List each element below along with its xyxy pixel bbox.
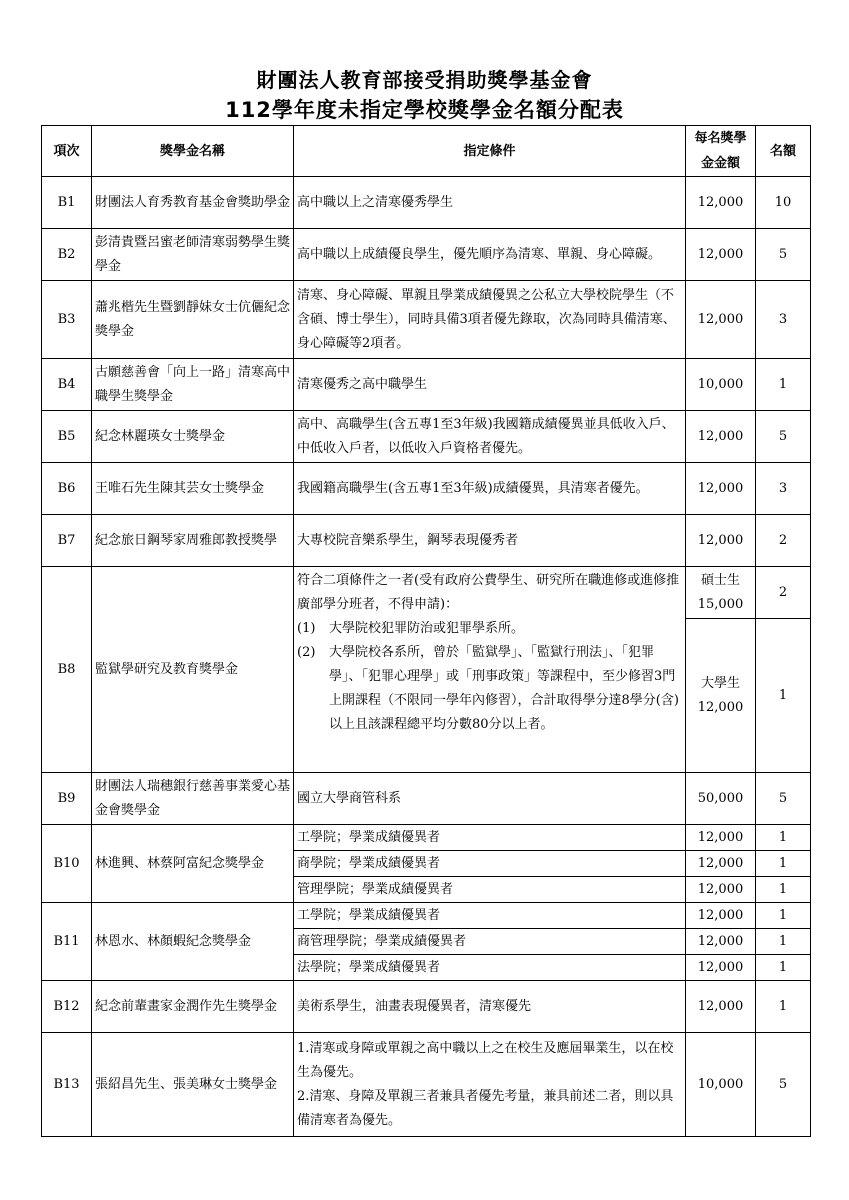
row-amount: 12,000 xyxy=(686,411,756,463)
row-quota: 1 xyxy=(756,929,811,955)
tier-label: 大學生 xyxy=(700,675,740,691)
row-amount: 12,000 xyxy=(686,877,756,903)
list-text: 大學院校犯罪防治或犯罪學系所。 xyxy=(329,621,525,636)
row-condition xyxy=(294,567,686,773)
list-item xyxy=(297,617,682,641)
row-condition: 高中職以上之清寒優秀學生 xyxy=(294,177,686,229)
row-quota: 1 xyxy=(756,825,811,851)
row-name: 紀念林麗瑛女士獎學金 xyxy=(92,411,294,463)
table-row xyxy=(42,359,811,411)
row-amount: 12,000 xyxy=(686,903,756,929)
header-amount xyxy=(686,126,756,177)
row-amount: 50,000 xyxy=(686,773,756,825)
row-name: 古願慈善會「向上一路」清寒高中職學生獎學金 xyxy=(92,359,294,411)
row-amount: 12,000 xyxy=(686,955,756,981)
row-id: B12 xyxy=(42,981,92,1033)
row-id: B13 xyxy=(42,1033,92,1137)
row-quota: 1 xyxy=(756,877,811,903)
row-condition: 高中、高職學生(含五專1至3年級)我國籍成績優異並具低收入戶、中低收入戶者，以低收入戶資格者優先。 xyxy=(294,411,686,463)
row-quota: 5 xyxy=(756,1033,811,1137)
row-id: B4 xyxy=(42,359,92,411)
row-quota: 2 xyxy=(756,515,811,567)
row-name: 彭清貴暨呂蜜老師清寒弱勢學生獎學金 xyxy=(92,229,294,281)
header-quota: 名額 xyxy=(756,126,811,177)
row-condition xyxy=(294,1033,686,1137)
row-condition: 商學院；學業成績優異者 xyxy=(294,851,686,877)
scholarship-table xyxy=(41,125,811,1137)
row-name: 蕭兆楷先生暨劉靜妹女士伉儷紀念獎學金 xyxy=(92,281,294,359)
row-quota: 2 xyxy=(756,567,811,619)
row-quota: 1 xyxy=(756,619,811,773)
row-quota: 10 xyxy=(756,177,811,229)
row-amount: 12,000 xyxy=(686,463,756,515)
table-row xyxy=(42,903,811,929)
header-amount-line1: 每名獎學 xyxy=(694,131,747,146)
table-row xyxy=(42,981,811,1033)
row-amount: 12,000 xyxy=(686,281,756,359)
row-amount: 12,000 xyxy=(686,229,756,281)
row-name: 財團法人瑞穗銀行慈善事業愛心基金會獎學金 xyxy=(92,773,294,825)
header-item: 項次 xyxy=(42,126,92,177)
table-row xyxy=(42,411,811,463)
table-row xyxy=(42,515,811,567)
tier-amount xyxy=(686,567,756,619)
tier-amount xyxy=(686,619,756,773)
row-quota: 1 xyxy=(756,955,811,981)
row-amount: 10,000 xyxy=(686,359,756,411)
row-id: B10 xyxy=(42,825,92,903)
row-condition: 工學院；學業成績優異者 xyxy=(294,903,686,929)
row-id: B3 xyxy=(42,281,92,359)
list-number: (1) xyxy=(297,621,316,636)
table-row xyxy=(42,463,811,515)
row-name: 紀念旅日鋼琴家周雅郎教授獎學 xyxy=(92,515,294,567)
row-name: 財團法人育秀教育基金會獎助學金 xyxy=(92,177,294,229)
table-row xyxy=(42,177,811,229)
row-quota: 1 xyxy=(756,903,811,929)
row-name: 林進興、林蔡阿富紀念獎學金 xyxy=(92,825,294,903)
row-id: B2 xyxy=(42,229,92,281)
row-quota: 1 xyxy=(756,359,811,411)
row-amount: 12,000 xyxy=(686,825,756,851)
row-amount: 10,000 xyxy=(686,1033,756,1137)
row-amount: 12,000 xyxy=(686,515,756,567)
row-name: 張紹昌先生、張美琳女士獎學金 xyxy=(92,1033,294,1137)
row-name: 紀念前輩畫家金潤作先生獎學金 xyxy=(92,981,294,1033)
row-amount: 12,000 xyxy=(686,177,756,229)
row-quota: 3 xyxy=(756,281,811,359)
condition-list xyxy=(297,617,682,737)
row-amount: 12,000 xyxy=(686,929,756,955)
row-condition: 國立大學商管科系 xyxy=(294,773,686,825)
row-condition: 美術系學生，油畫表現優異者，清寒優先 xyxy=(294,981,686,1033)
row-quota: 3 xyxy=(756,463,811,515)
row-name: 王唯石先生陳其芸女士獎學金 xyxy=(92,463,294,515)
tier-value: 12,000 xyxy=(697,699,744,715)
row-condition: 工學院；學業成績優異者 xyxy=(294,825,686,851)
row-quota: 1 xyxy=(756,981,811,1033)
row-condition: 大專校院音樂系學生，鋼琴表現優秀者 xyxy=(294,515,686,567)
row-condition: 我國籍高職學生(含五專1至3年級)成績優異，具清寒者優先。 xyxy=(294,463,686,515)
row-id: B8 xyxy=(42,567,92,773)
row-id: B5 xyxy=(42,411,92,463)
row-quota: 1 xyxy=(756,851,811,877)
row-condition: 商管理學院；學業成績優異者 xyxy=(294,929,686,955)
condition-line-1: 1.清寒或身障或單親之高中職以上之在校生及應屆畢業生，以在校生為優先。 xyxy=(297,1040,674,1080)
row-quota: 5 xyxy=(756,411,811,463)
condition-line-2: 2.清寒、身障及單親三者兼具者優先考量，兼具前述二者，則以具備清寒者為優先。 xyxy=(297,1088,674,1128)
row-condition: 法學院；學業成績優異者 xyxy=(294,955,686,981)
row-id: B6 xyxy=(42,463,92,515)
document-subtitle: 112學年度未指定學校獎學金名額分配表 xyxy=(225,98,624,122)
row-condition: 清寒優秀之高中職學生 xyxy=(294,359,686,411)
row-id: B11 xyxy=(42,903,92,981)
list-number: (2) xyxy=(297,645,316,660)
table-row xyxy=(42,281,811,359)
row-amount: 12,000 xyxy=(686,981,756,1033)
table-row-b8 xyxy=(42,567,811,619)
table-row xyxy=(42,825,811,851)
tier-value: 15,000 xyxy=(697,596,744,612)
row-id: B7 xyxy=(42,515,92,567)
header-condition: 指定條件 xyxy=(294,126,686,177)
row-name: 林恩水、林顏蝦紀念獎學金 xyxy=(92,903,294,981)
table-row xyxy=(42,773,811,825)
table-row xyxy=(42,229,811,281)
row-condition: 管理學院；學業成績優異者 xyxy=(294,877,686,903)
row-quota: 5 xyxy=(756,773,811,825)
table-row xyxy=(42,1033,811,1137)
row-name: 監獄學研究及教育獎學金 xyxy=(92,567,294,773)
document-title: 財團法人教育部接受捐助獎學基金會 xyxy=(256,68,593,92)
tier-label: 碩士生 xyxy=(700,572,740,588)
list-item xyxy=(297,641,682,737)
header-amount-line2: 金金額 xyxy=(700,156,740,171)
row-quota: 5 xyxy=(756,229,811,281)
row-condition: 高中職以上成績優良學生，優先順序為清寒、單親、身心障礙。 xyxy=(294,229,686,281)
header-name: 獎學金名稱 xyxy=(92,126,294,177)
list-text: 大學院校各系所，曾於「監獄學」、「監獄行刑法」、「犯罪學」、「犯罪心理學」或「刑事政策」等課程中，至少修習3門上開課程（不限同一學年內修習），合計取得學分達8學分(含)以上且該課程總平均分數80分以上者。 xyxy=(329,645,679,732)
table-header-row xyxy=(42,126,811,177)
row-amount: 12,000 xyxy=(686,851,756,877)
row-condition: 清寒、身心障礙、單親且學業成績優異之公私立大學校院學生（不含碩、博士學生），同時具備3項者優先錄取，次為同時具備清寒、身心障礙等2項者。 xyxy=(294,281,686,359)
row-id: B9 xyxy=(42,773,92,825)
row-id: B1 xyxy=(42,177,92,229)
condition-intro: 符合二項條件之一者(受有政府公費學生、研究所在職進修或進修推廣部學分班者，不得申請)： xyxy=(297,573,680,612)
